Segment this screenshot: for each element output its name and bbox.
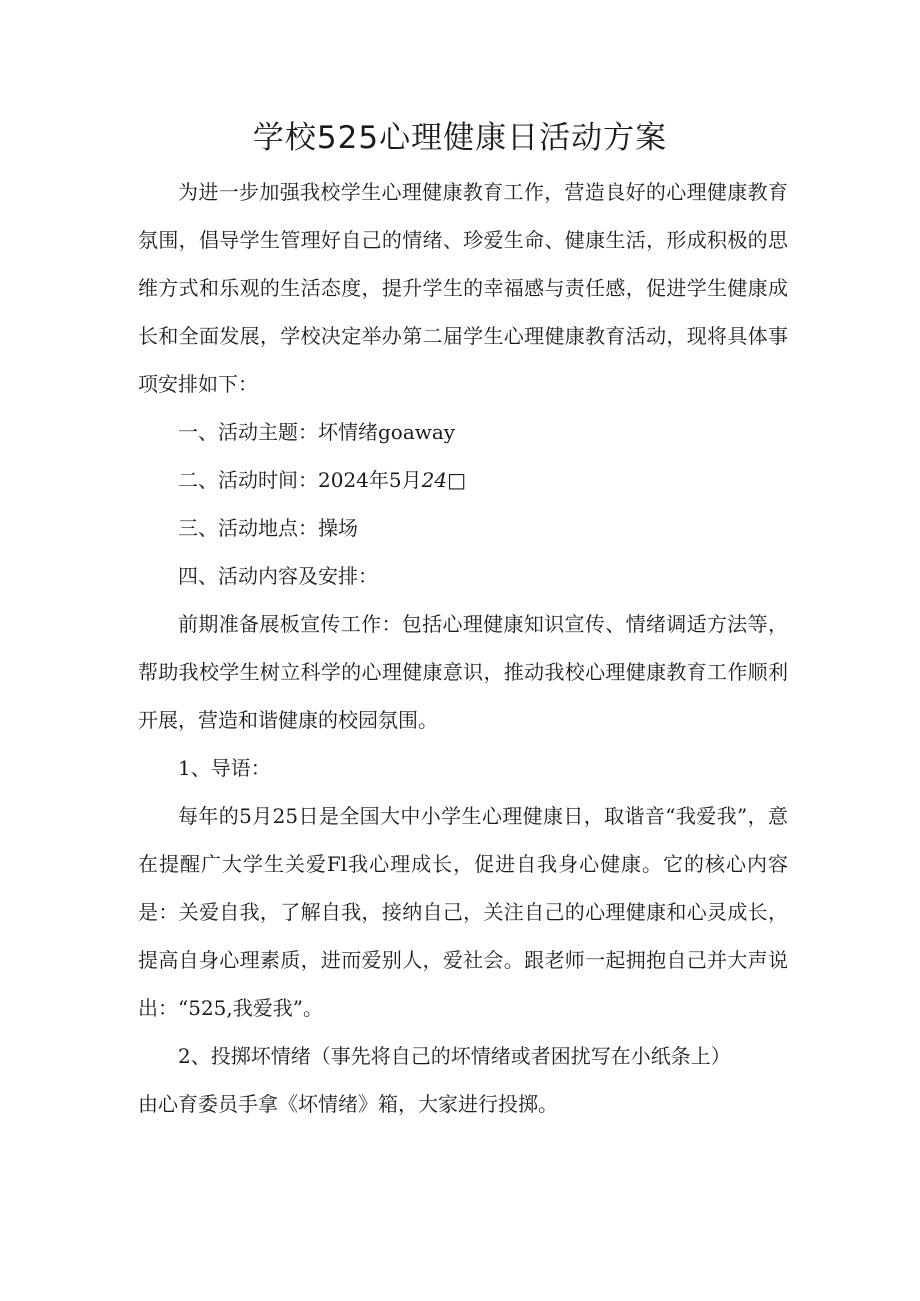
preparation-paragraph: 前期准备展板宣传工作：包括心理健康知识宣传、情绪调适方法等，帮助我校学生树立科学的心理健康意识，推动我校心理健康教育工作顺利开展，营造和谐健康的校园氛围。 [138,612,788,732]
section-content-heading: 四、活动内容及安排： [178,564,378,588]
section-time-day: 24□ [421,468,466,492]
section-theme: 一、活动主题：坏情绪goaway [178,420,456,444]
section-location: 三、活动地点：操场 [178,516,358,540]
document-title: 学校525心理健康日活动方案 [252,120,668,156]
section-time-text: 二、活动时间：2024年5月 [178,468,422,492]
intro-paragraph: 为进一步加强我校学生心理健康教育工作，营造良好的心理健康教育氛围，倡导学生管理好自己的情绪、珍爱生命、健康生活，形成积极的思维方式和乐观的生活态度，提升学生的幸福感与责任感，促进学生健康成长和全面发展，学校决定举办第二届学生心理健康教育活动，现将具体事项安排如下： [138,180,788,396]
item-2-paragraph: 由心育委员手拿《坏情绪》箱，大家进行投掷。 [138,1092,558,1116]
document-body [138,168,788,1128]
item-2-heading: 2、投掷坏情绪（事先将自己的坏情绪或者困扰写在小纸条上） [178,1044,731,1068]
item-1-paragraph: 每年的5月25日是全国大中小学生心理健康日，取谐音“我爱我”，意在提醒广大学生关爱Fl我心理成长，促进自我身心健康。它的核心内容是：关爱自我，了解自我，接纳自己，关注自己的心理健康和心灵成长，提高自身心理素质，进而爱别人，爱社会。跟老师一起拥抱自己并大声说出：“525,我爱我”。 [138,804,788,1020]
section-time [138,456,788,504]
item-1-heading: 1、导语： [178,756,271,780]
